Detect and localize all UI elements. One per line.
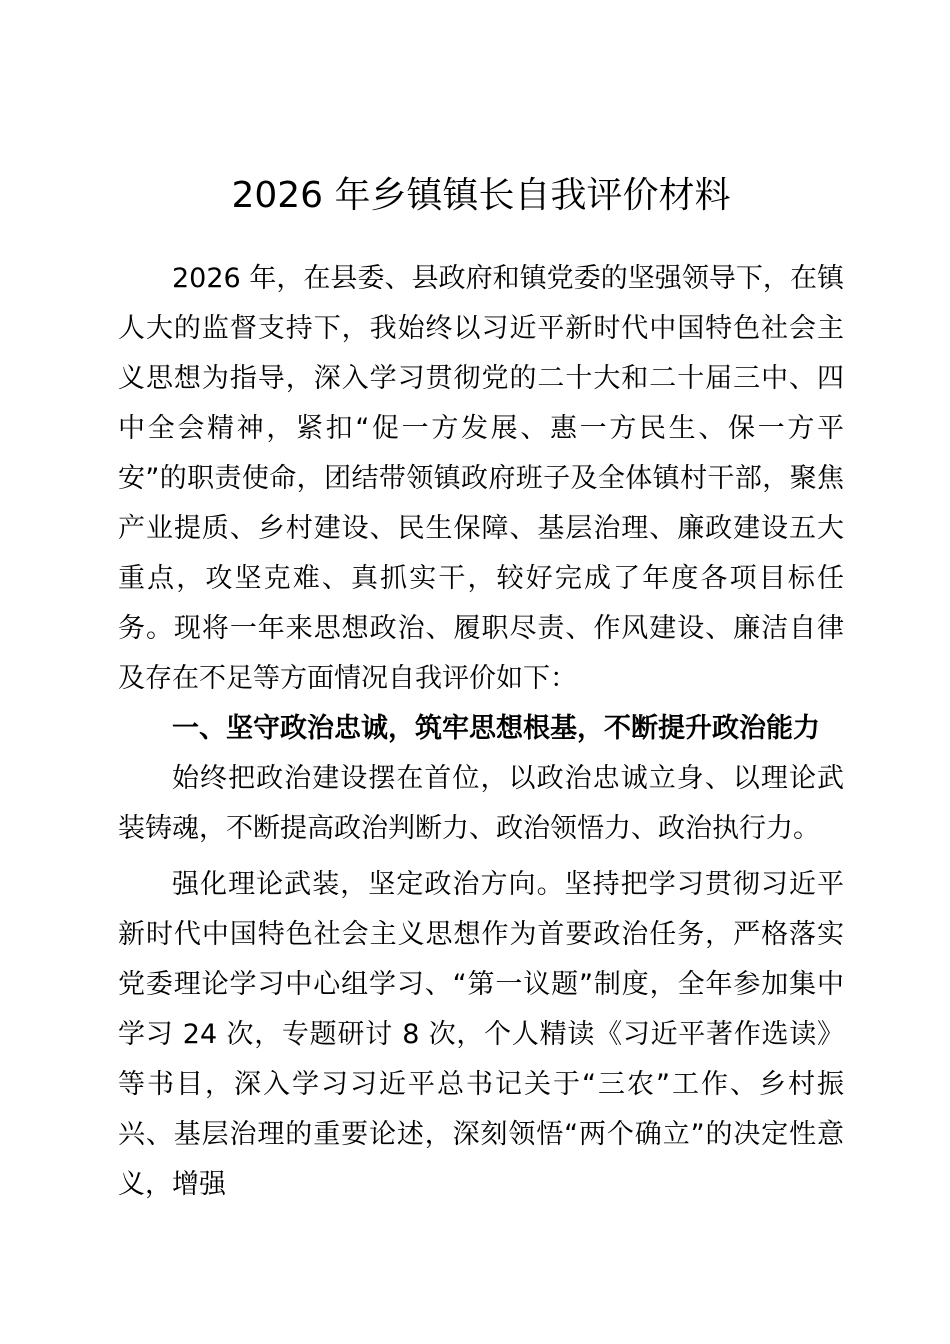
paragraph-political-construction: 始终把政治建设摆在首位，以政治忠诚立身、以理论武装铸魂，不断提高政治判断力、政治领悟力、政治执行力。 xyxy=(118,763,844,844)
intro-paragraph: 2026 年，在县委、县政府和镇党委的坚强领导下，在镇人大的监督支持下，我始终以习近平新时代中国特色社会主义思想为指导，深入学习贯彻党的二十大和二十届三中、四中全会精神，紧扣“促一方发展、惠一方民生、保一方平安”的职责使命，团结带领镇政府班子及全体镇村干部，聚焦产业提质、乡村建设、民生保障、基层治理、廉政建设五大重点，攻坚克难、真抓实干，较好完成了年度各项目标任务。现将一年来思想政治、履职尽责、作风建设、廉洁自律及存在不足等方面情况自我评价如下： xyxy=(118,263,844,694)
section-1-heading: 一、坚守政治忠诚，筑牢思想根基，不断提升政治能力 xyxy=(172,713,820,744)
document-content xyxy=(118,170,844,1210)
paragraph-theory-armament: 强化理论武装，坚定政治方向。坚持把学习贯彻习近平新时代中国特色社会主义思想作为首要政治任务，严格落实党委理论学习中心组学习、“第一议题”制度，全年参加集中学习 24 次，专题研讨 8 次，个人精读《习近平著作选读》等书目，深入学习习近平总书记关于“三农”工作、乡村振兴、基层治理的重要论述，深刻领悟“两个确立”的决定性意义，增强 xyxy=(118,869,844,1200)
document-title: 2026 年乡镇镇长自我评价材料 xyxy=(231,175,731,216)
